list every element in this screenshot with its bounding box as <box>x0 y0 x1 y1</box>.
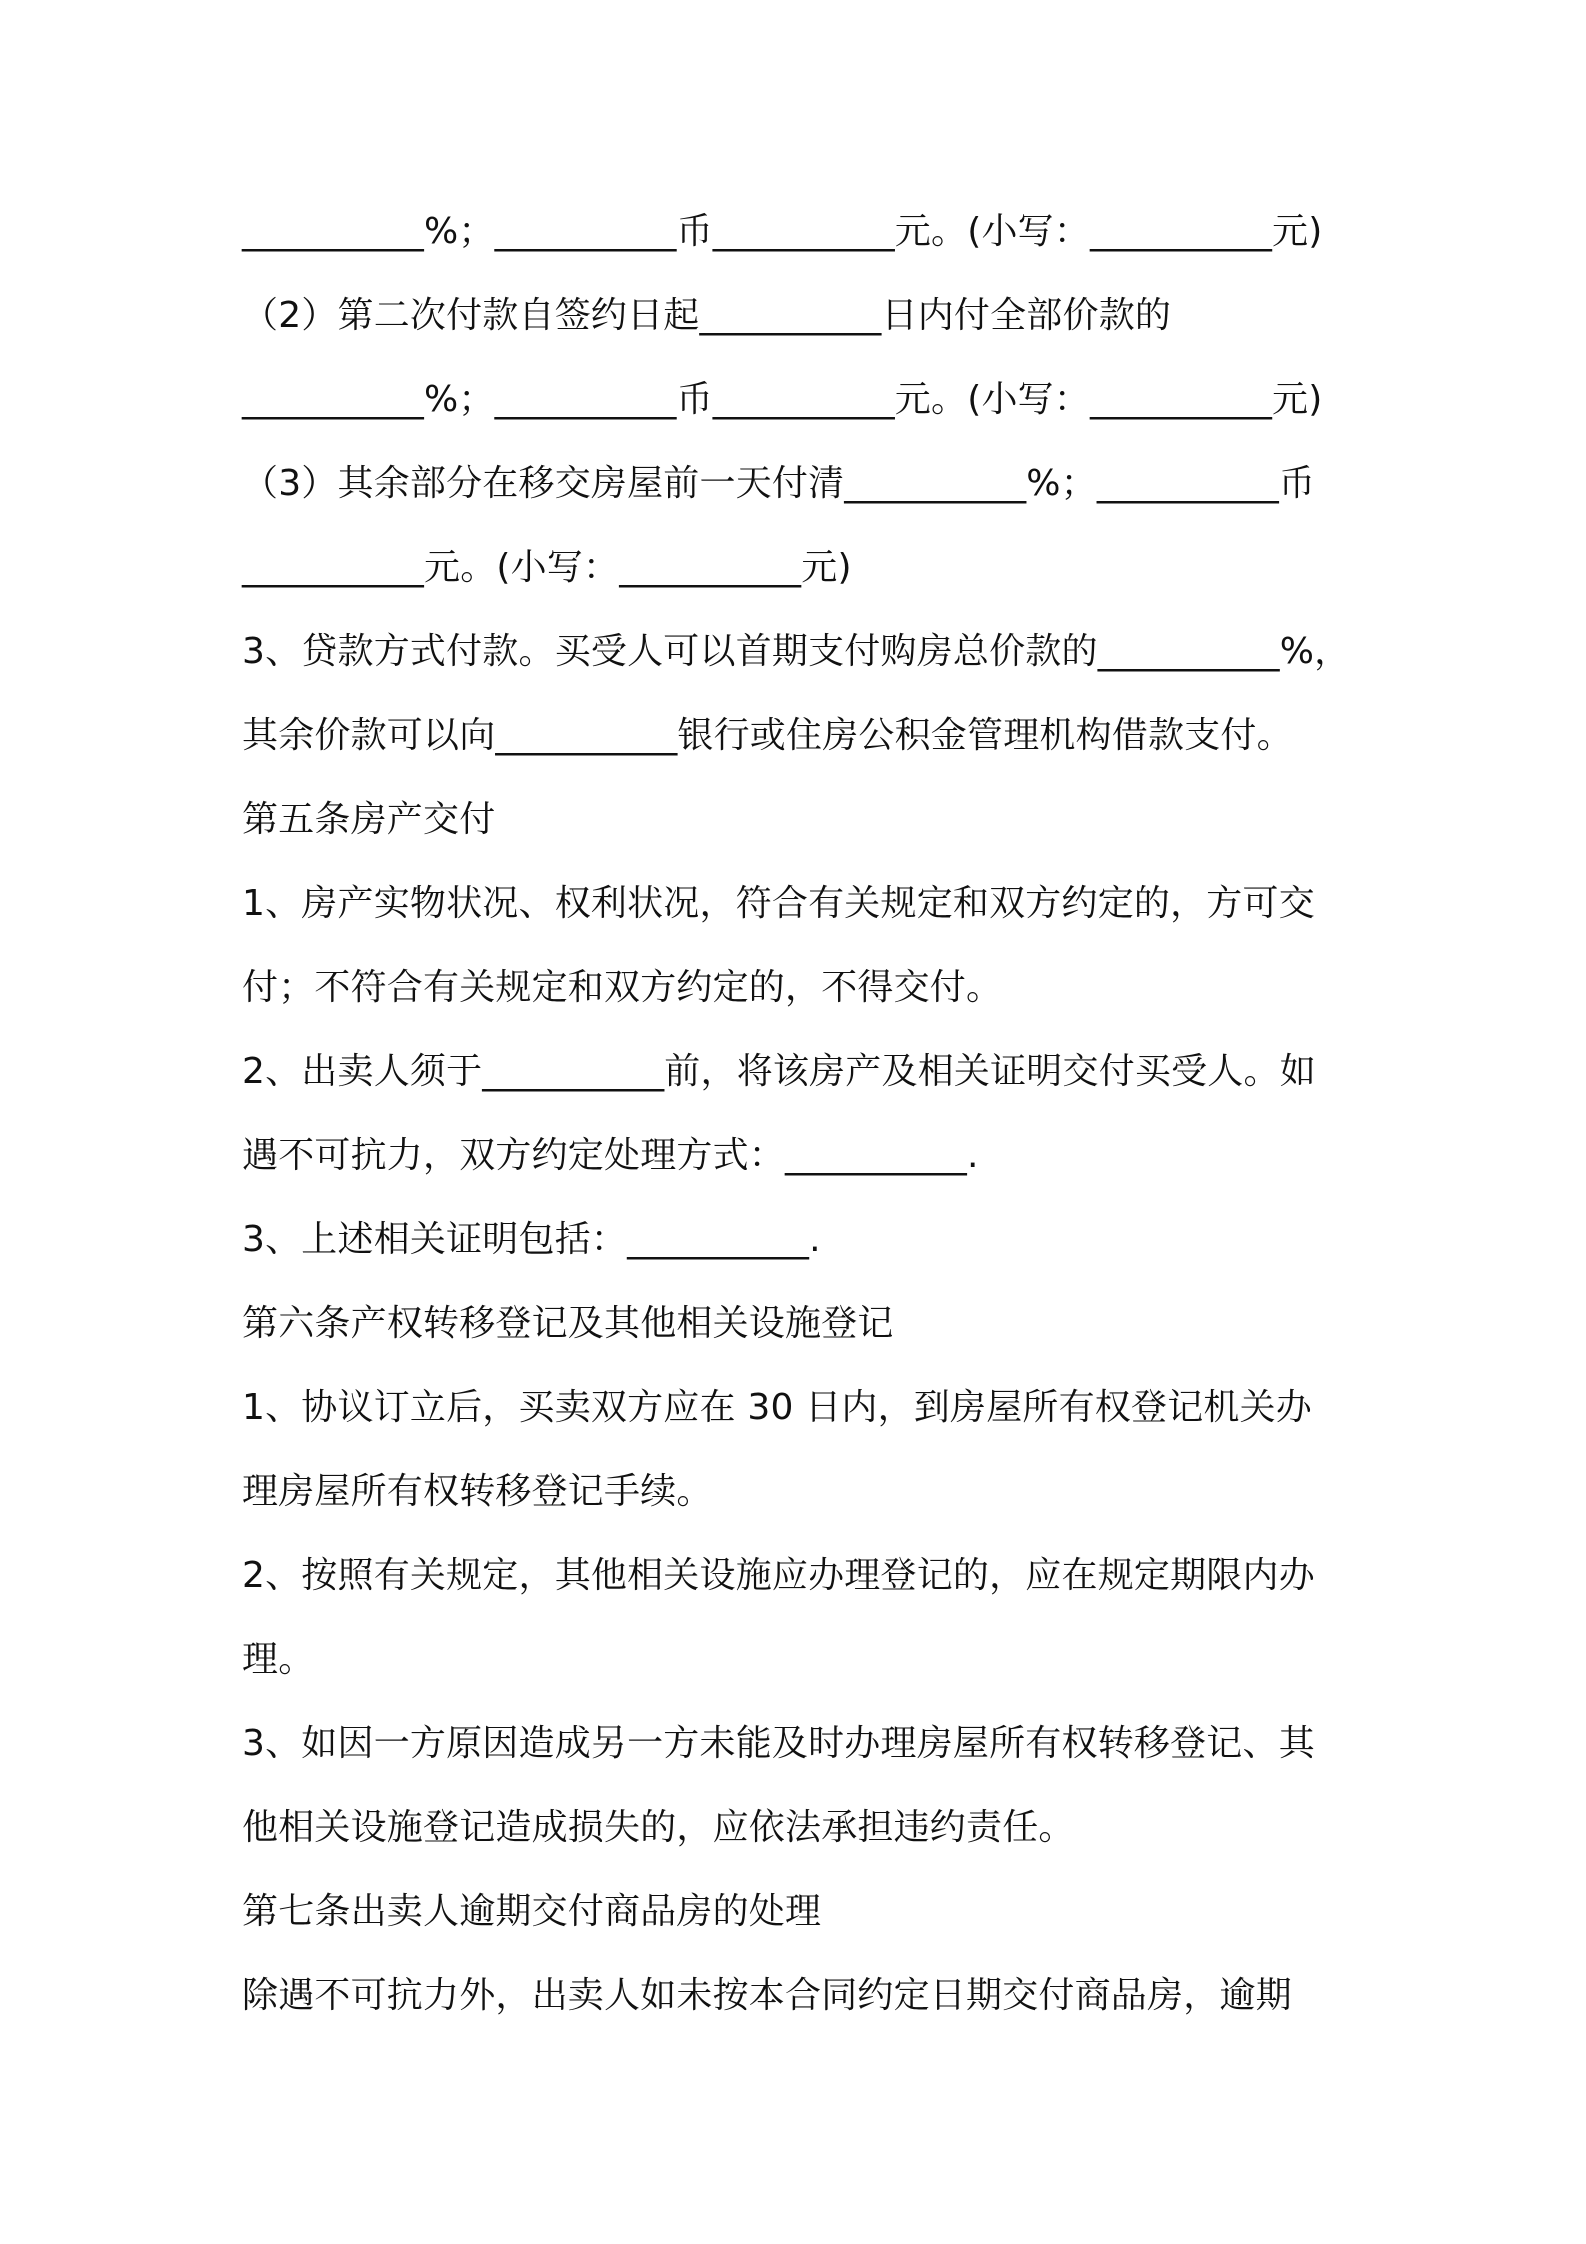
text-line: （2）第二次付款自签约日起__________日内付全部价款的 <box>242 295 1172 336</box>
text-line: 理。 <box>242 1639 315 1680</box>
text-line: 理房屋所有权转移登记手续。 <box>242 1471 713 1512</box>
text-line: 3、如因一方原因造成另一方未能及时办理房屋所有权转移登记、其 <box>242 1723 1315 1764</box>
text-line: 3、贷款方式付款。买受人可以首期支付购房总价款的__________%， <box>242 631 1351 672</box>
text-line: （3）其余部分在移交房屋前一天付清__________%；__________币 <box>242 463 1316 504</box>
text-line: 除遇不可抗力外，出卖人如未按本合同约定日期交付商品房，逾期 <box>242 1975 1292 2016</box>
text-line: __________%；__________币__________元。(小写：__________元) <box>242 211 1323 252</box>
text-line: 3、上述相关证明包括：__________. <box>242 1219 821 1260</box>
section-heading: 第六条产权转移登记及其他相关设施登记 <box>242 1303 894 1344</box>
text-line: 付；不符合有关规定和双方约定的，不得交付。 <box>242 967 1003 1008</box>
text-line: __________%；__________币__________元。(小写：__________元) <box>242 379 1323 420</box>
section-heading: 第五条房产交付 <box>242 799 496 840</box>
text-line: 2、出卖人须于__________前，将该房产及相关证明交付买受人。如 <box>242 1051 1316 1092</box>
text-line: 1、协议订立后，买卖双方应在 30 日内，到房屋所有权登记机关办 <box>242 1387 1312 1428</box>
text-line: 2、按照有关规定，其他相关设施应办理登记的，应在规定期限内办 <box>242 1555 1315 1596</box>
section-heading: 第七条出卖人逾期交付商品房的处理 <box>242 1891 822 1932</box>
text-line: 1、房产实物状况、权利状况，符合有关规定和双方约定的，方可交 <box>242 883 1315 924</box>
text-line: 他相关设施登记造成损失的，应依法承担违约责任。 <box>242 1807 1075 1848</box>
text-line: 其余价款可以向__________银行或住房公积金管理机构借款支付。 <box>242 715 1293 756</box>
text-line: __________元。(小写：__________元) <box>242 547 852 588</box>
text-line: 遇不可抗力，双方约定处理方式：__________. <box>242 1135 979 1176</box>
